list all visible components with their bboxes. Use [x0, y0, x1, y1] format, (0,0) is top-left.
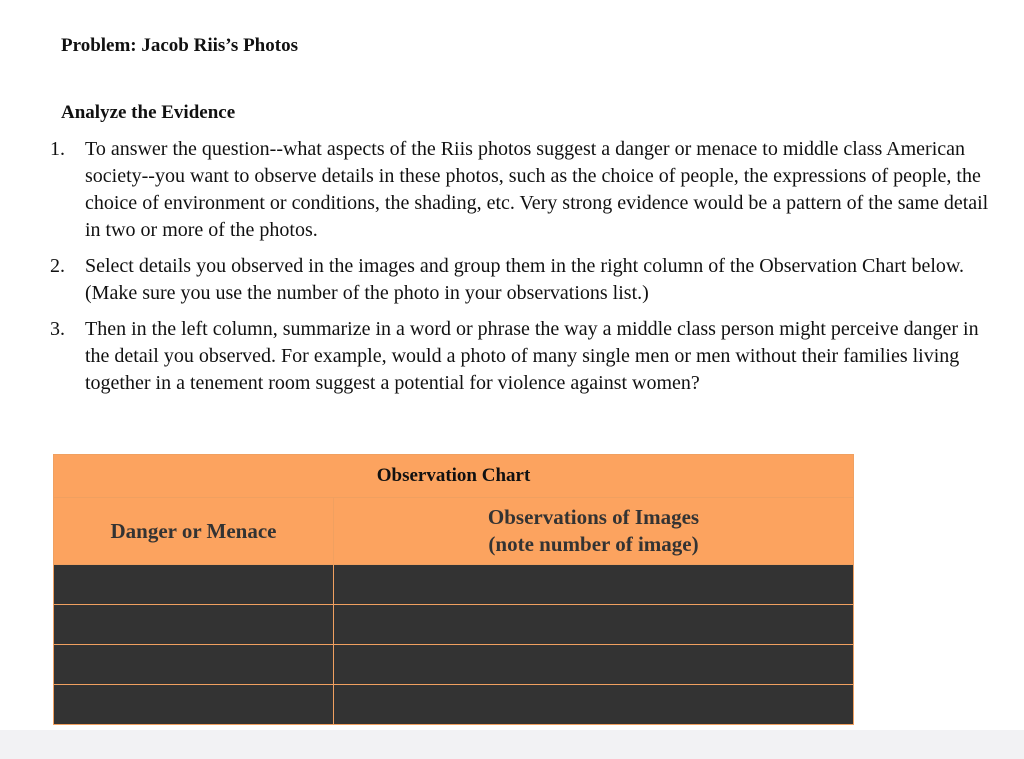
- column-header-danger: Danger or Menace: [54, 498, 334, 565]
- problem-title: Problem: Jacob Riis’s Photos: [61, 35, 298, 56]
- table-row: [54, 645, 854, 685]
- column-header-observations: [334, 498, 854, 565]
- instruction-list: [30, 136, 990, 406]
- chart-header-row: [54, 498, 854, 565]
- section-heading: Analyze the Evidence: [61, 102, 236, 123]
- danger-cell[interactable]: [54, 685, 334, 725]
- instruction-step-1: [30, 136, 990, 244]
- step-number: 3.: [50, 318, 65, 340]
- viewer-background: [0, 730, 1024, 759]
- step-number: 2.: [50, 255, 65, 277]
- observation-cell[interactable]: [334, 605, 854, 645]
- danger-cell[interactable]: [54, 565, 334, 605]
- step-text: To answer the question--what aspects of the Riis photos suggest a danger or menace to middle class American society--you want to observe details in these photos, such as the choice of people, the expressions of people, the choice of environment or conditions, the shading, etc. Very strong evidence would be a pattern of the same detail in two or more of the photos.: [85, 138, 989, 241]
- step-text: Then in the left column, summarize in a word or phrase the way a middle class person might perceive danger in the detail you observed. For example, would a photo of many single men or men without their families living together in a tenement room suggest a potential for violence against women?: [85, 318, 979, 394]
- instruction-step-2: [30, 253, 990, 307]
- danger-cell[interactable]: [54, 605, 334, 645]
- observation-cell[interactable]: [334, 565, 854, 605]
- table-row: [54, 685, 854, 725]
- observations-header-line2: (note number of image): [488, 532, 699, 556]
- observations-header-line1: Observations of Images: [487, 505, 700, 529]
- step-text: Select details you observed in the images and group them in the right column of the Observation Chart below. (Make sure you use the number of the photo in your observations list.): [85, 255, 965, 304]
- chart-title-row: [54, 455, 854, 498]
- table-row: [54, 605, 854, 645]
- danger-cell[interactable]: [54, 645, 334, 685]
- table-row: [54, 565, 854, 605]
- chart-title: Observation Chart: [54, 455, 854, 498]
- step-number: 1.: [50, 138, 65, 160]
- observation-cell[interactable]: [334, 645, 854, 685]
- observation-chart: [53, 454, 854, 725]
- instruction-step-3: [30, 316, 990, 397]
- observation-cell[interactable]: [334, 685, 854, 725]
